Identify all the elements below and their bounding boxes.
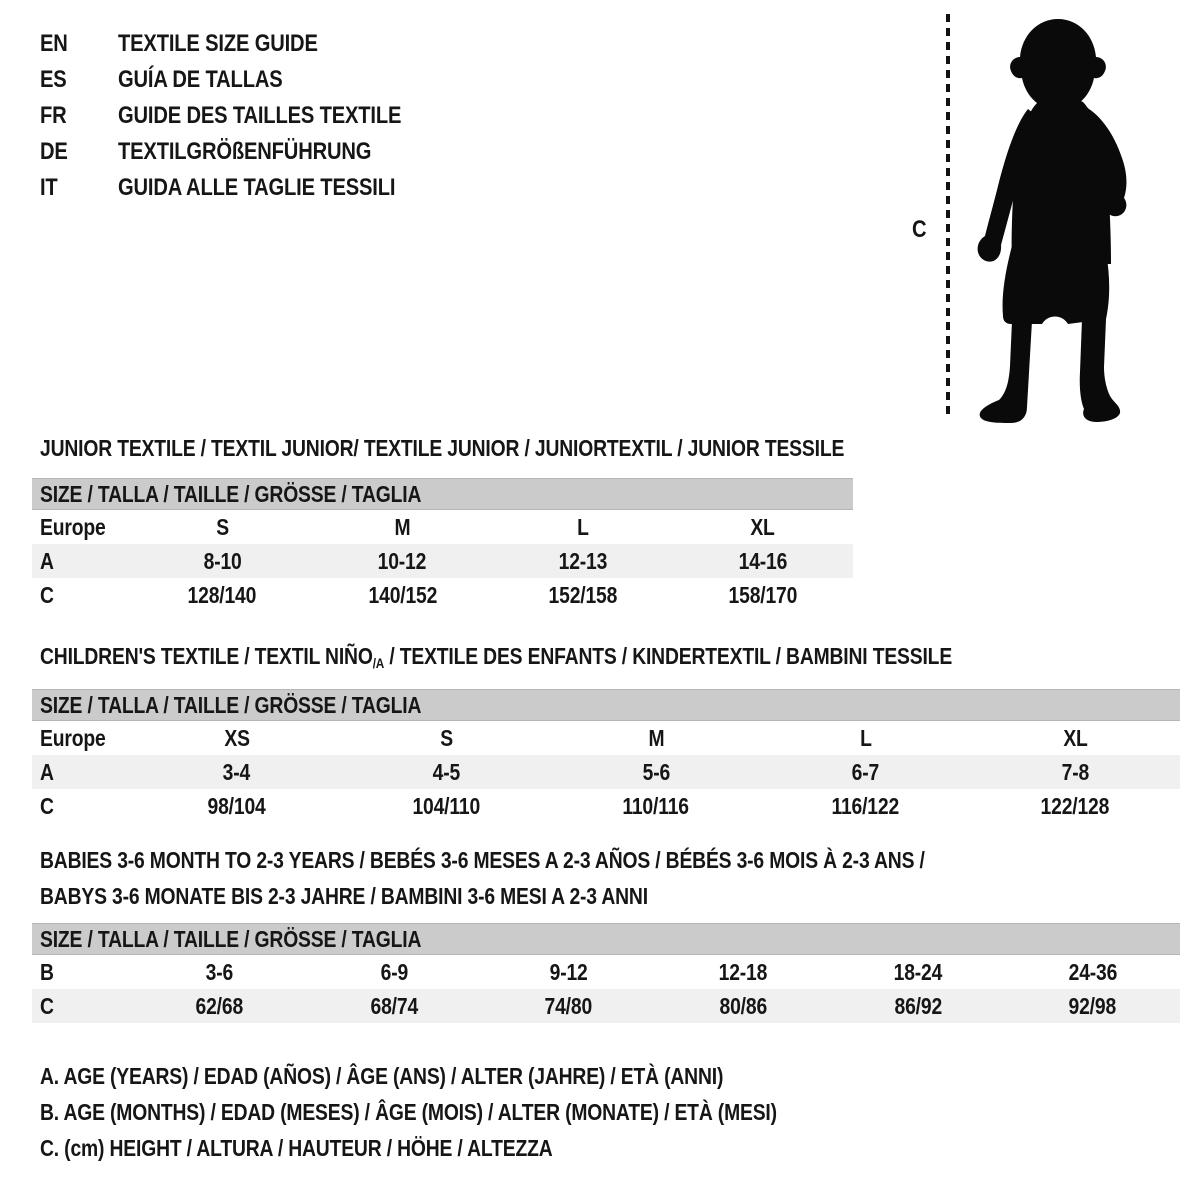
row-label: A — [40, 759, 54, 785]
age-value: 12-13 — [558, 548, 607, 574]
size-value: M — [394, 514, 411, 540]
size-header-bar — [32, 923, 1180, 955]
table-row-europe — [32, 510, 853, 544]
age-value: 4-5 — [432, 759, 461, 785]
height-value: 122/128 — [1040, 793, 1110, 819]
months-value: 9-12 — [549, 959, 588, 985]
language-code: IT — [40, 174, 58, 201]
size-value: L — [576, 514, 589, 540]
table-row-europe — [32, 721, 1180, 755]
row-label: Europe — [40, 514, 106, 540]
language-row-it — [40, 170, 455, 206]
language-code: DE — [40, 138, 68, 165]
age-value: 3-4 — [223, 759, 251, 785]
size-header-bar — [32, 689, 1180, 721]
row-label: C — [40, 793, 54, 819]
height-value: 104/110 — [412, 793, 481, 819]
height-value: 152/158 — [548, 582, 617, 608]
row-label: A — [40, 548, 54, 574]
age-value: 8-10 — [203, 548, 242, 574]
months-value: 18-24 — [893, 959, 943, 985]
table-row-age — [32, 755, 1180, 789]
children-size-table — [32, 689, 1180, 823]
language-title: TEXTILGRÖßENFÜHRUNG — [118, 138, 372, 165]
table-row-height — [32, 789, 1180, 823]
section-babies-textile — [32, 842, 1180, 1023]
legend-text: A. AGE (YEARS) / EDAD (AÑOS) / ÂGE (ANS) / ALTER (JAHRE) / ETÀ (ANNI) — [40, 1063, 724, 1089]
title-part: CHILDREN'S TEXTILE / TEXTIL NIÑO — [40, 643, 373, 669]
legend-text: C. (cm) HEIGHT / ALTURA / HAUTEUR / HÖHE / ALTEZZA — [40, 1135, 553, 1161]
language-title: GUIDE DES TAILLES TEXTILE — [118, 102, 402, 129]
language-title: TEXTILE SIZE GUIDE — [118, 30, 318, 57]
legend-line-a — [40, 1058, 917, 1094]
age-value: 7-8 — [1061, 759, 1089, 785]
height-value: 86/92 — [894, 993, 942, 1019]
language-title: GUIDA ALLE TAGLIE TESSILI — [118, 174, 396, 201]
legend-line-b — [40, 1094, 917, 1130]
language-row-es — [40, 62, 455, 98]
babies-size-table — [32, 923, 1180, 1023]
section-title-text: BABIES 3-6 MONTH TO 2-3 YEARS / BEBÉS 3-6 MESES A 2-3 AÑOS / BÉBÉS 3-6 MOIS À 2-3 ANS / — [40, 847, 925, 873]
months-value: 12-18 — [719, 959, 768, 985]
section-title — [40, 643, 1180, 672]
section-title-line1 — [40, 842, 1180, 878]
size-header-bar — [32, 478, 853, 510]
junior-size-table — [32, 478, 853, 612]
section-title-text: BABYS 3-6 MONATE BIS 2-3 JAHRE / BAMBINI 3-6 MESI A 2-3 ANNI — [40, 883, 648, 909]
legend-block — [40, 1058, 917, 1166]
section-junior-textile — [32, 435, 853, 612]
section-title-text: JUNIOR TEXTILE / TEXTIL JUNIOR/ TEXTILE JUNIOR / JUNIORTEXTIL / JUNIOR TESSILE — [40, 435, 845, 461]
language-title: GUÍA DE TALLAS — [118, 66, 283, 93]
size-header-text: SIZE / TALLA / TAILLE / GRÖSSE / TAGLIA — [40, 692, 422, 718]
height-value: 158/170 — [728, 582, 798, 608]
toddler-silhouette-icon — [966, 16, 1140, 431]
size-value: M — [648, 725, 664, 751]
height-value: 74/80 — [544, 993, 593, 1019]
height-value: 62/68 — [195, 993, 244, 1019]
height-value: 110/116 — [622, 793, 690, 819]
months-value: 6-9 — [380, 959, 408, 985]
height-value: 140/152 — [368, 582, 437, 608]
title-subscript: /A — [372, 655, 385, 671]
height-value: 68/74 — [370, 993, 418, 1019]
language-code: EN — [40, 30, 68, 57]
size-value: XL — [750, 514, 776, 540]
language-code: ES — [40, 66, 67, 93]
legend-text: B. AGE (MONTHS) / EDAD (MESES) / ÂGE (MOIS) / ALTER (MONATE) / ETÀ (MESI) — [40, 1099, 777, 1125]
section-title-text — [40, 643, 952, 672]
size-header-text: SIZE / TALLA / TAILLE / GRÖSSE / TAGLIA — [40, 926, 422, 952]
title-part: / TEXTILE DES ENFANTS / KINDERTEXTIL / BAMBINI TESSILE — [384, 643, 953, 669]
size-value: L — [859, 725, 872, 751]
language-title-block — [40, 26, 455, 206]
height-value: 98/104 — [207, 793, 266, 819]
height-measure-label: C — [912, 216, 927, 243]
row-label: C — [40, 993, 54, 1019]
table-row-months — [32, 955, 1180, 989]
height-dashed-line — [944, 14, 952, 425]
table-row-height — [32, 989, 1180, 1023]
section-title — [40, 435, 853, 461]
height-value: 92/98 — [1068, 993, 1117, 1019]
size-header-text: SIZE / TALLA / TAILLE / GRÖSSE / TAGLIA — [40, 481, 422, 507]
size-value: XL — [1062, 725, 1088, 751]
size-value: S — [440, 725, 453, 751]
months-value: 24-36 — [1068, 959, 1117, 985]
age-value: 6-7 — [851, 759, 880, 785]
language-row-en — [40, 26, 455, 62]
language-code: FR — [40, 102, 67, 129]
language-row-fr — [40, 98, 455, 134]
months-value: 3-6 — [205, 959, 234, 985]
row-label: C — [40, 582, 54, 608]
legend-line-c — [40, 1130, 917, 1166]
age-value: 10-12 — [378, 548, 427, 574]
size-value: S — [215, 514, 229, 540]
table-row-height — [32, 578, 853, 612]
age-value: 14-16 — [738, 548, 788, 574]
table-row-age — [32, 544, 853, 578]
height-value: 80/86 — [719, 993, 768, 1019]
section-title-line2 — [40, 878, 1180, 914]
row-label: B — [40, 959, 54, 985]
language-row-de — [40, 134, 455, 170]
age-value: 5-6 — [642, 759, 670, 785]
section-children-textile — [32, 643, 1180, 823]
height-value: 116/122 — [831, 793, 900, 819]
row-label: Europe — [40, 725, 106, 751]
height-value: 128/140 — [187, 582, 257, 608]
size-value: XS — [224, 725, 250, 751]
